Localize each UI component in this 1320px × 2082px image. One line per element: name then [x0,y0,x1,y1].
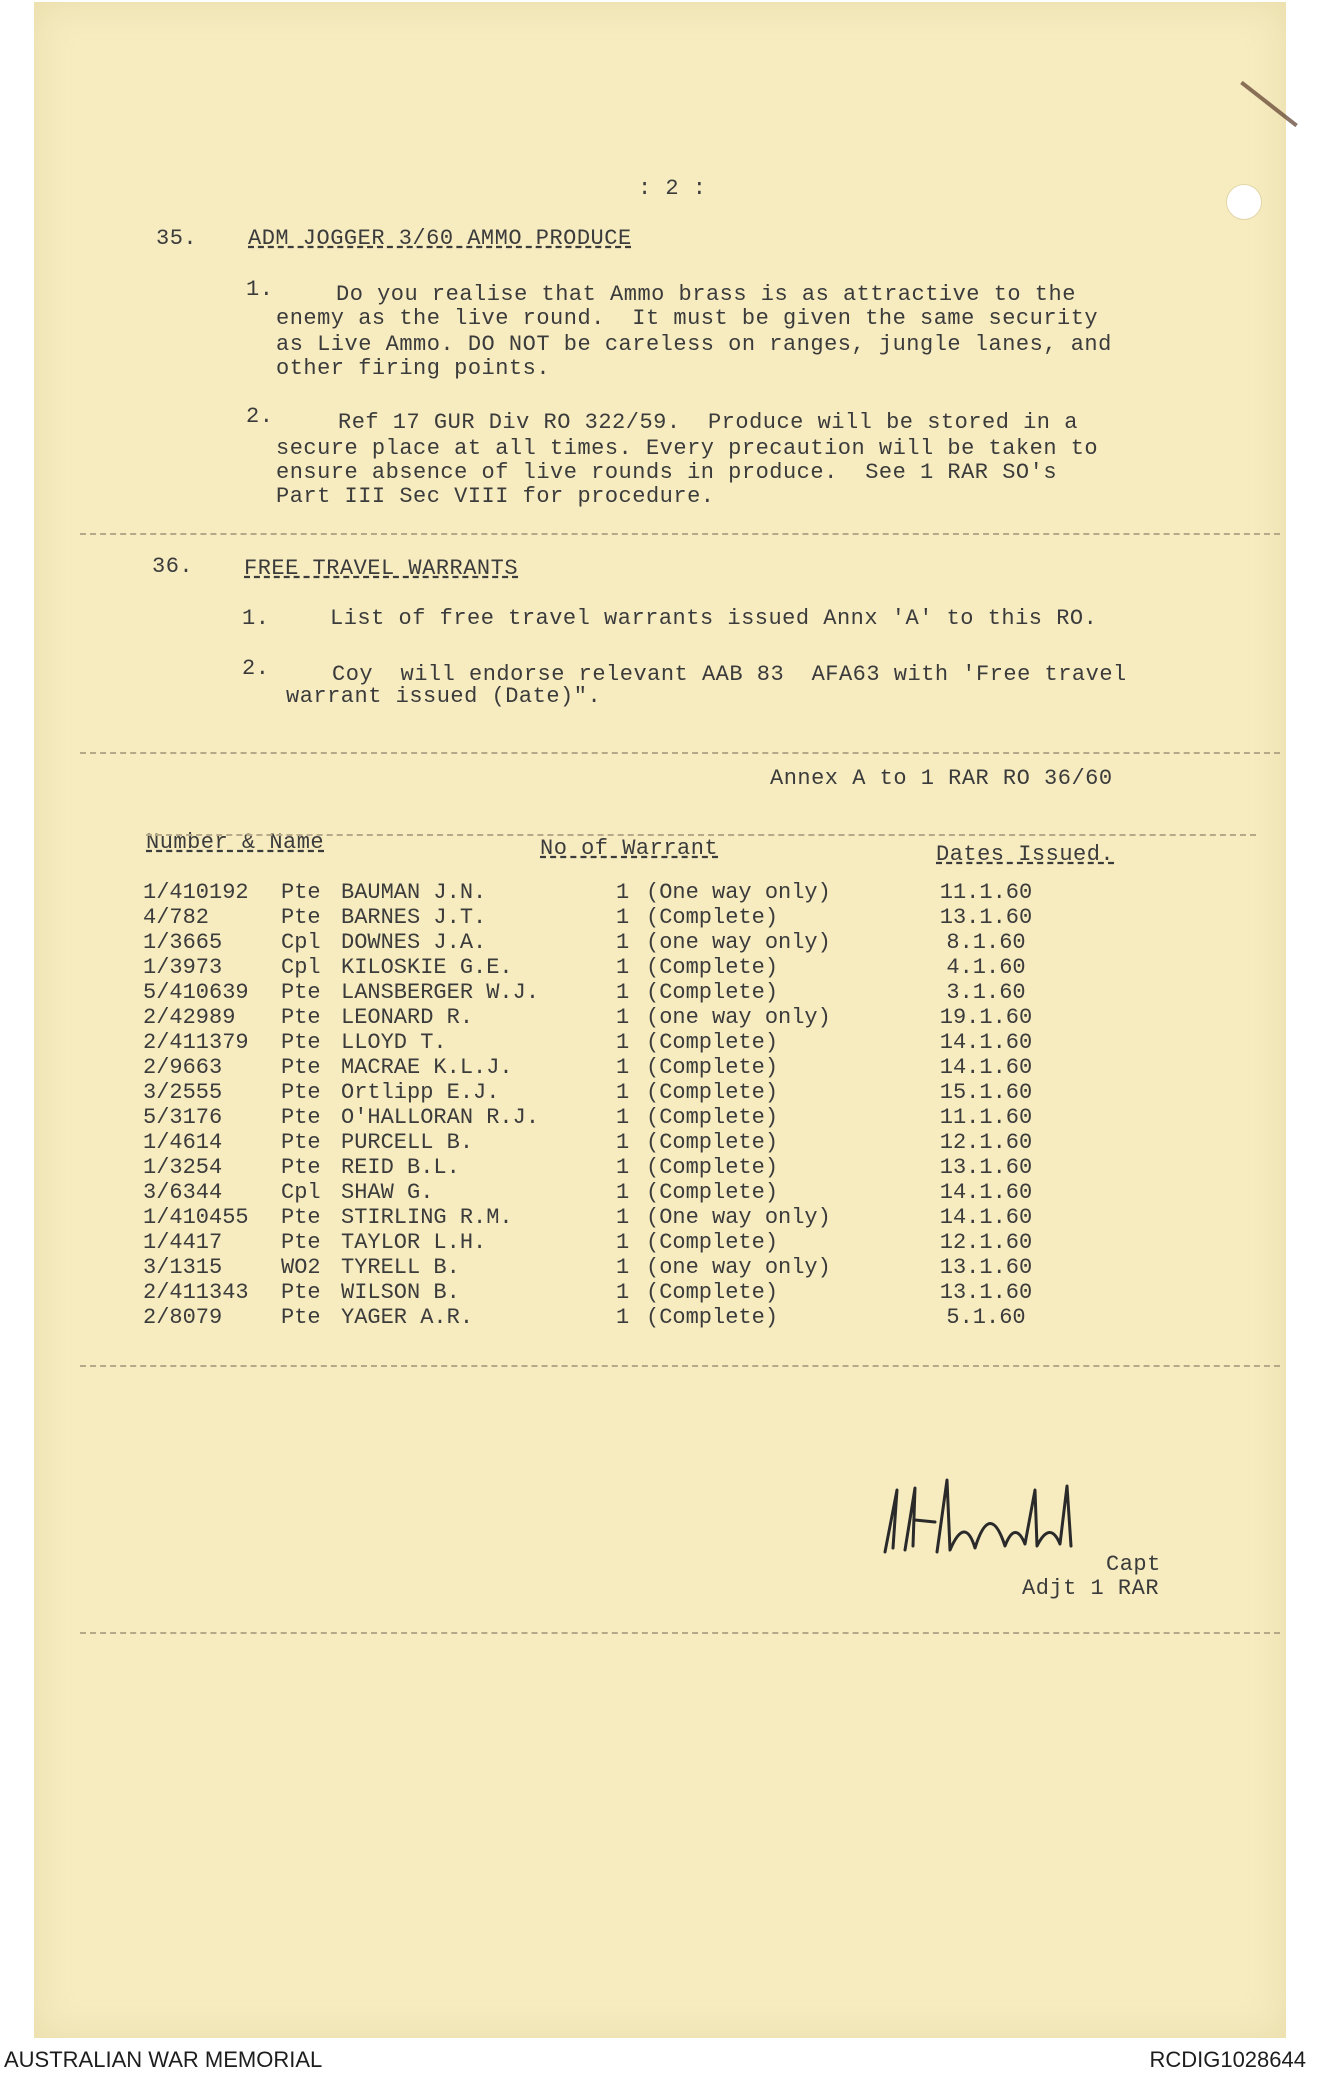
member-name: LLOYD T. [341,1030,447,1055]
warrant-number: 2/9663 [143,1055,223,1080]
date-issued: 8.1.60 [946,930,1026,955]
table-row [143,1080,1076,1105]
rank: Pte [281,1305,321,1330]
table-row [143,1105,1076,1130]
warrant-type: (Complete) [646,1105,779,1130]
header-no-of-warrant: No of Warrant [540,836,719,861]
warrant-type: (one way only) [646,1255,831,1280]
warrant-number: 1/4614 [143,1130,223,1155]
section-35-para-2-line-4: Part III Sec VIII for procedure. [276,484,715,509]
table-row [143,1280,1076,1305]
date-issued: 13.1.60 [939,905,1033,930]
warrant-number: 1/410192 [143,880,249,905]
punch-hole [1226,184,1262,220]
rank: Pte [281,1230,321,1255]
table-row [143,1180,1076,1205]
rank: Pte [281,1130,321,1155]
divider [80,752,1280,754]
ink-mark [1240,81,1298,127]
date-issued: 19.1.60 [939,1005,1033,1030]
warrant-number: 5/3176 [143,1105,223,1130]
member-name: O'HALLORAN R.J. [341,1105,540,1130]
footer-left: AUSTRALIAN WAR MEMORIAL [4,2047,323,2072]
table-row [143,880,1076,905]
date-issued: 13.1.60 [939,1255,1033,1280]
footer-right: RCDIG1028644 [1149,2047,1306,2072]
table-row [143,905,1076,930]
warrant-number: 1/4417 [143,1230,223,1255]
date-issued: 14.1.60 [939,1205,1033,1230]
warrant-type: (Complete) [646,1280,779,1305]
member-name: PURCELL B. [341,1130,474,1155]
signature-appointment: Adjt 1 RAR [1022,1576,1160,1601]
rank: Pte [281,1005,321,1030]
table-row [143,980,1076,1005]
date-issued: 13.1.60 [939,1155,1033,1180]
section-35-para-1-line-4: other firing points. [276,356,551,381]
member-name: SHAW G. [341,1180,434,1205]
warrant-number: 2/411379 [143,1030,249,1055]
warrant-number: 5/410639 [143,980,249,1005]
table-row [143,1230,1076,1255]
rank: Pte [281,1080,321,1105]
section-36-para-1-text: List of free travel warrants issued Annx 'A' to this RO. [330,606,1098,631]
header-rule [146,834,1256,836]
table-row [143,1205,1076,1230]
warrant-count: 1 [616,1230,630,1255]
member-name: TAYLOR L.H. [341,1230,487,1255]
date-issued: 14.1.60 [939,1055,1033,1080]
warrant-count: 1 [616,1105,630,1130]
warrant-count: 1 [616,955,630,980]
date-issued: 15.1.60 [939,1080,1033,1105]
warrant-type: (Complete) [646,1130,779,1155]
member-name: LANSBERGER W.J. [341,980,540,1005]
section-35-para-2-number: 2. [246,404,274,429]
rank: Pte [281,980,321,1005]
warrant-type: (Complete) [646,980,779,1005]
section-36-para-2-number: 2. [242,656,270,681]
warrant-number: 1/410455 [143,1205,249,1230]
member-name: DOWNES J.A. [341,930,487,955]
member-name: STIRLING R.M. [341,1205,513,1230]
warrant-type: (one way only) [646,930,831,955]
table-row [143,930,1076,955]
warrant-type: (Complete) [646,1305,779,1330]
rank: Pte [281,905,321,930]
section-35-para-1-line-3: as Live Ammo. DO NOT be careless on ranges, jungle lanes, and [276,332,1112,357]
date-issued: 14.1.60 [939,1030,1033,1055]
warrant-count: 1 [616,1205,630,1230]
rank: Pte [281,1155,321,1180]
section-35-para-2-line-2: secure place at all times. Every precaution will be taken to [276,436,1099,461]
warrant-count: 1 [616,905,630,930]
warrant-number: 3/2555 [143,1080,223,1105]
table-row [143,1130,1076,1155]
member-name: MACRAE K.L.J. [341,1055,513,1080]
warrant-number: 3/6344 [143,1180,223,1205]
table-row [143,1255,1076,1280]
member-name: Ortlipp E.J. [341,1080,500,1105]
warrant-number: 4/782 [143,905,210,930]
rank: Cpl [281,955,321,980]
warrant-number: 1/3254 [143,1155,223,1180]
table-row [143,1305,1076,1330]
warrant-type: (Complete) [646,905,779,930]
member-name: WILSON B. [341,1280,460,1305]
rank: Cpl [281,1180,321,1205]
table-row [143,1055,1076,1080]
page-number: : 2 : [638,176,707,201]
member-name: KILOSKIE G.E. [341,955,513,980]
warrant-type: (one way only) [646,1005,831,1030]
warrant-count: 1 [616,980,630,1005]
date-issued: 12.1.60 [939,1230,1033,1255]
warrant-type: (One way only) [646,1205,831,1230]
annex-title: Annex A to 1 RAR RO 36/60 [770,766,1113,791]
warrant-number: 1/3665 [143,930,223,955]
warrant-number: 3/1315 [143,1255,223,1280]
warrant-count: 1 [616,1080,630,1105]
warrant-count: 1 [616,1055,630,1080]
warrant-type: (One way only) [646,880,831,905]
table-row [143,1155,1076,1180]
rank: Pte [281,1030,321,1055]
member-name: BARNES J.T. [341,905,487,930]
rank: WO2 [281,1255,321,1280]
member-name: TYRELL B. [341,1255,460,1280]
rank: Pte [281,1280,321,1305]
signature-rank: Capt [1106,1552,1161,1577]
warrant-number: 2/42989 [143,1005,236,1030]
date-issued: 5.1.60 [946,1305,1026,1330]
date-issued: 13.1.60 [939,1280,1033,1305]
divider [80,1365,1280,1367]
date-issued: 14.1.60 [939,1180,1033,1205]
warrant-count: 1 [616,1130,630,1155]
divider [80,533,1280,535]
section-36-title: FREE TRAVEL WARRANTS [244,556,519,581]
section-35-para-1-line-1: Do you realise that Ammo brass is as attractive to the [336,282,1076,307]
handwritten-signature [875,1460,1145,1570]
member-name: YAGER A.R. [341,1305,474,1330]
warrant-count: 1 [616,1280,630,1305]
section-35-para-1-number: 1. [246,277,274,302]
section-35-para-2-line-3: ensure absence of live rounds in produce. See 1 RAR SO's [276,460,1058,485]
date-issued: 12.1.60 [939,1130,1033,1155]
rank: Pte [281,880,321,905]
warrant-number: 2/411343 [143,1280,249,1305]
warrant-type: (Complete) [646,955,779,980]
section-36-para-2-line-2: warrant issued (Date)". [286,684,602,709]
warrant-count: 1 [616,1155,630,1180]
warrant-type: (Complete) [646,1155,779,1180]
rank: Pte [281,1105,321,1130]
warrant-table [143,880,1076,1330]
member-name: BAUMAN J.N. [341,880,487,905]
section-35-para-1-line-2: enemy as the live round. It must be given the same security [276,306,1099,331]
table-row [143,1005,1076,1030]
warrant-type: (Complete) [646,1055,779,1080]
warrant-count: 1 [616,1030,630,1055]
header-number-name: Number & Name [146,830,325,855]
table-row [143,955,1076,980]
warrant-count: 1 [616,1180,630,1205]
section-35-number: 35. [156,226,198,251]
warrant-type: (Complete) [646,1230,779,1255]
section-36-para-2-line-1: Coy will endorse relevant AAB 83 AFA63 with 'Free travel [332,662,1127,687]
table-row [143,1030,1076,1055]
warrant-count: 1 [616,880,630,905]
section-36-number: 36. [152,554,194,579]
member-name: LEONARD R. [341,1005,474,1030]
warrant-number: 1/3973 [143,955,223,980]
header-dates-issued: Dates Issued. [936,842,1115,867]
member-name: REID B.L. [341,1155,460,1180]
warrant-type: (Complete) [646,1080,779,1105]
date-issued: 4.1.60 [946,955,1026,980]
section-36-para-1-number: 1. [242,606,270,631]
warrant-count: 1 [616,930,630,955]
date-issued: 11.1.60 [939,880,1033,905]
warrant-number: 2/8079 [143,1305,223,1330]
divider [80,1632,1280,1634]
section-35-title: ADM JOGGER 3/60 AMMO PRODUCE [248,226,632,251]
warrant-count: 1 [616,1255,630,1280]
rank: Pte [281,1055,321,1080]
date-issued: 11.1.60 [939,1105,1033,1130]
rank: Cpl [281,930,321,955]
warrant-count: 1 [616,1305,630,1330]
rank: Pte [281,1205,321,1230]
warrant-type: (Complete) [646,1030,779,1055]
warrant-type: (Complete) [646,1180,779,1205]
date-issued: 3.1.60 [946,980,1026,1005]
warrant-count: 1 [616,1005,630,1030]
section-35-para-2-line-1: Ref 17 GUR Div RO 322/59. Produce will be stored in a [338,410,1078,435]
